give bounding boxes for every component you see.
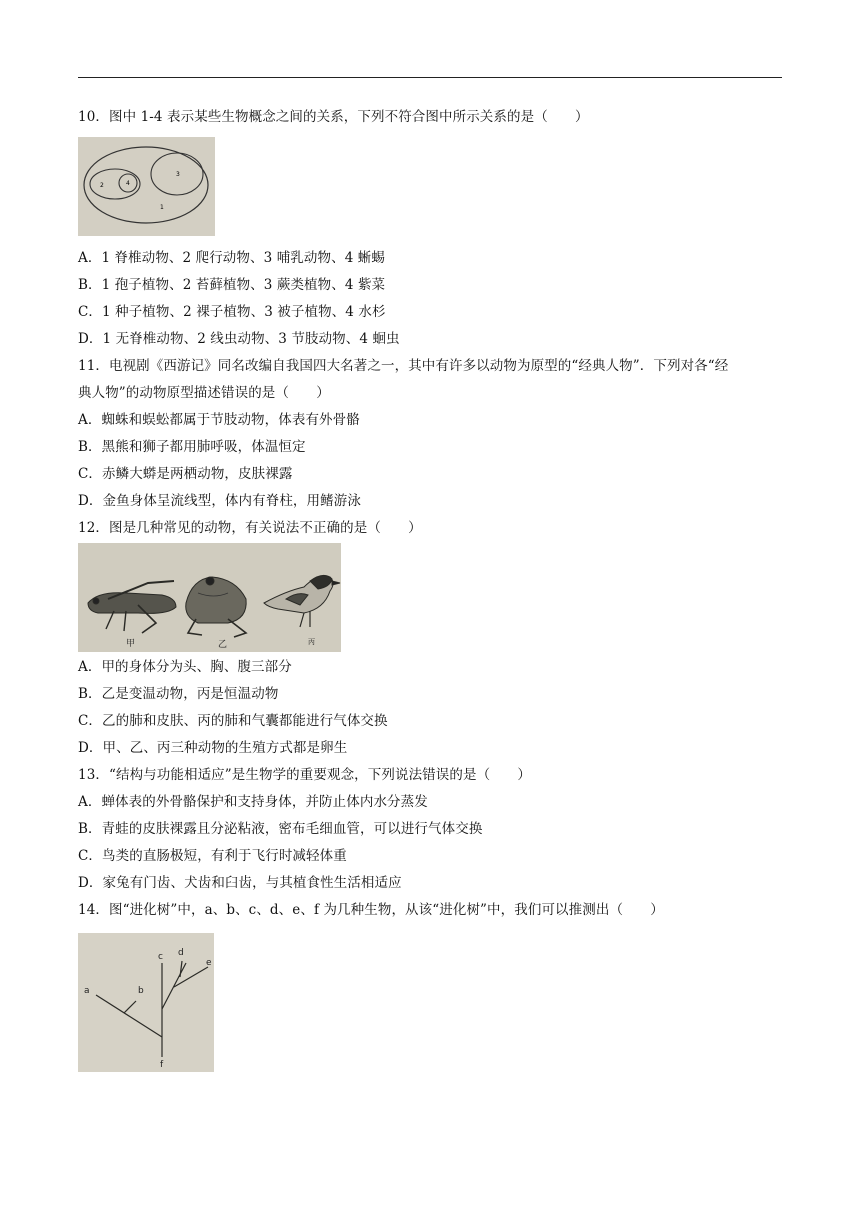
q11-stem-line-1: 11．电视剧《西游记》同名改编自我国四大名著之一，其中有许多以动物为原型的“经典人物”．下列对各“经 <box>78 358 729 374</box>
q13-option-c: C．鸟类的直肠极短，有利于飞行时减轻体重 <box>78 848 347 864</box>
tree-label-a: a <box>84 986 90 996</box>
q13-stem: 13．“结构与功能相适应”是生物学的重要观念，下列说法错误的是（ ） <box>78 767 531 783</box>
tree-label-b: b <box>138 986 144 996</box>
venn-label-3: 3 <box>176 171 180 178</box>
bird-illustration <box>264 575 340 627</box>
q11-option-b: B．黑熊和狮子都用肺呼吸，体温恒定 <box>78 439 306 455</box>
q10-option-d: D．1 无脊椎动物、2 线虫动物、3 节肢动物、4 蛔虫 <box>78 331 400 347</box>
q10-option-c: C．1 种子植物、2 裸子植物、3 被子植物、4 水杉 <box>78 304 386 320</box>
q12-animals-figure <box>78 543 341 652</box>
q10-venn-diagram <box>78 137 215 236</box>
q13-option-d: D．家兔有门齿、犬齿和臼齿，与其植食性生活相适应 <box>78 875 402 891</box>
q11-option-a: A．蜘蛛和蜈蚣都属于节肢动物，体表有外骨骼 <box>78 412 360 428</box>
tree-label-e: e <box>206 958 212 968</box>
q13-option-b: B．青蛙的皮肤裸露且分泌粘液，密布毛细血管，可以进行气体交换 <box>78 821 483 837</box>
q12-option-a: A．甲的身体分为头、胸、腹三部分 <box>78 659 292 675</box>
q14-evolution-tree <box>78 933 214 1072</box>
tree-label-d: d <box>178 948 184 958</box>
q13-option-a: A．蝉体表的外骨骼保护和支持身体，并防止体内水分蒸发 <box>78 794 428 810</box>
grasshopper-illustration <box>88 581 176 633</box>
frog-illustration <box>186 577 246 637</box>
q10-option-a: A．1 脊椎动物、2 爬行动物、3 哺乳动物、4 蜥蜴 <box>78 250 385 266</box>
q12-option-d: D．甲、乙、丙三种动物的生殖方式都是卵生 <box>78 740 348 756</box>
q10-option-b: B．1 孢子植物、2 苔藓植物、3 蕨类植物、4 紫菜 <box>78 277 386 293</box>
q11-option-d: D．金鱼身体呈流线型，体内有脊柱，用鳍游泳 <box>78 493 361 509</box>
q11-option-c: C．赤鳞大蟒是两栖动物，皮肤裸露 <box>78 466 293 482</box>
label-yi: 乙 <box>218 640 228 650</box>
q12-stem: 12．图是几种常见的动物，有关说法不正确的是（ ） <box>78 520 422 536</box>
q11-stem-line-2: 典人物”的动物原型描述错误的是（ ） <box>78 385 330 401</box>
venn-label-2: 2 <box>100 182 104 189</box>
tree-label-f: f <box>160 1060 164 1070</box>
tree-label-c: c <box>158 952 163 962</box>
header-rule <box>78 77 782 78</box>
q14-stem: 14．图“进化树”中，a、b、c、d、e、f 为几种生物，从该“进化树”中，我们可以推测出（ ） <box>78 902 664 918</box>
label-bing: 丙 <box>308 638 315 646</box>
q10-stem: 10．图中 1-4 表示某些生物概念之间的关系，下列不符合图中所示关系的是（ ） <box>78 109 589 125</box>
venn-label-1: 1 <box>160 204 164 211</box>
q12-option-b: B．乙是变温动物，丙是恒温动物 <box>78 686 279 702</box>
venn-label-4: 4 <box>126 180 130 187</box>
label-jia: 甲 <box>126 639 136 649</box>
q12-option-c: C．乙的肺和皮肤、丙的肺和气囊都能进行气体交换 <box>78 713 388 729</box>
